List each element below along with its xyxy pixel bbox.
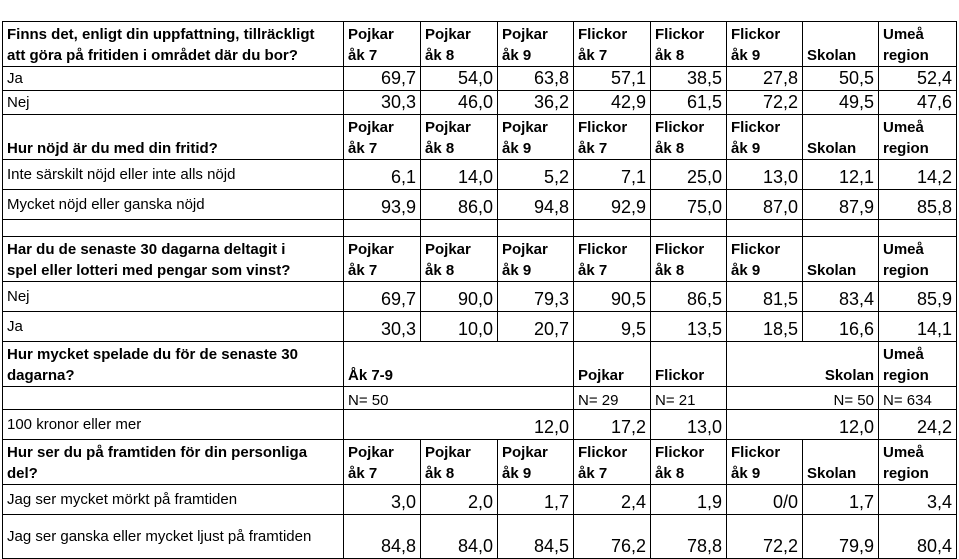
n-cell: N= 50 — [727, 387, 879, 410]
value-cell: 47,6 — [879, 91, 957, 115]
column-header — [879, 22, 957, 67]
header-line: Skolan — [807, 140, 857, 157]
header-line: region — [883, 140, 929, 157]
value-cell: 7,1 — [574, 160, 651, 190]
table-row — [3, 312, 957, 342]
column-header — [421, 237, 498, 282]
value-cell: 54,0 — [421, 67, 498, 91]
spacer-cell — [498, 220, 574, 237]
header-line: åk 8 — [655, 262, 685, 279]
header-line: Umeå — [883, 346, 924, 363]
header-line: åk 8 — [655, 47, 685, 64]
value-cell: 86,0 — [421, 190, 498, 220]
header-line: Umeå — [883, 444, 924, 461]
header-line: region — [883, 367, 929, 384]
column-header — [574, 22, 651, 67]
row-label: Mycket nöjd eller ganska nöjd — [3, 190, 344, 220]
header-line: Flickor — [655, 26, 705, 43]
column-header — [727, 342, 879, 387]
header-line: Pojkar — [502, 444, 548, 461]
value-cell: 20,7 — [498, 312, 574, 342]
row-label: 100 kronor eller mer — [3, 410, 344, 440]
value-cell: 14,0 — [421, 160, 498, 190]
header-line — [348, 344, 569, 365]
header-line: Flickor — [655, 444, 705, 461]
value-cell: 75,0 — [651, 190, 727, 220]
value-cell: 0/0 — [727, 485, 803, 515]
header-line: åk 8 — [425, 140, 455, 157]
spacer-cell — [574, 220, 651, 237]
value-cell: 76,2 — [574, 515, 651, 559]
header-line: Pojkar — [502, 119, 548, 136]
header-line: del? — [7, 465, 38, 482]
header-line: Flickor — [655, 367, 705, 384]
header-line: Flickor — [731, 26, 781, 43]
header-line: åk 9 — [502, 262, 532, 279]
header-line: åk 9 — [731, 47, 761, 64]
value-cell: 72,2 — [727, 515, 803, 559]
header-line: åk 9 — [502, 465, 532, 482]
header-line: dagarna? — [7, 367, 75, 384]
column-header — [498, 22, 574, 67]
header-line: Flickor — [578, 241, 628, 258]
value-cell: 80,4 — [879, 515, 957, 559]
header-line — [655, 344, 722, 365]
column-header — [727, 115, 803, 160]
survey-table — [2, 21, 957, 559]
header-line: Pojkar — [578, 367, 624, 384]
header-line: Hur nöjd är du med din fritid? — [7, 140, 218, 157]
spacer-cell — [879, 220, 957, 237]
spacer-cell — [3, 220, 344, 237]
header-line: Flickor — [578, 119, 628, 136]
header-line: Flickor — [731, 241, 781, 258]
column-header — [344, 115, 421, 160]
n-cell: N= 29 — [574, 387, 651, 410]
value-cell: 2,0 — [421, 485, 498, 515]
value-cell: 38,5 — [651, 67, 727, 91]
column-header — [651, 115, 727, 160]
header-line: Skolan — [807, 262, 857, 279]
value-cell: 72,2 — [727, 91, 803, 115]
header-line: region — [883, 262, 929, 279]
table-row — [3, 282, 957, 312]
header-line: Skolan — [824, 367, 874, 384]
header-line: åk 7 — [348, 140, 378, 157]
section-header-row — [3, 237, 957, 282]
column-header — [651, 342, 727, 387]
value-cell: 12,0 — [727, 410, 879, 440]
header-line: Pojkar — [425, 444, 471, 461]
column-header — [879, 342, 957, 387]
header-line: Pojkar — [348, 444, 394, 461]
value-cell: 79,9 — [803, 515, 879, 559]
row-label: Ja — [3, 67, 344, 91]
section-header-row — [3, 342, 957, 387]
column-header — [344, 237, 421, 282]
header-line: åk 7 — [348, 47, 378, 64]
header-line: Umeå — [883, 241, 924, 258]
row-label: Inte särskilt nöjd eller inte alls nöjd — [3, 160, 344, 190]
header-line: åk 9 — [731, 140, 761, 157]
table-row — [3, 515, 957, 559]
value-cell: 87,9 — [803, 190, 879, 220]
value-cell: 90,0 — [421, 282, 498, 312]
section-header-row — [3, 440, 957, 485]
column-header — [421, 115, 498, 160]
value-cell: 92,9 — [574, 190, 651, 220]
header-line: spel eller lotteri med pengar som vinst? — [7, 262, 291, 279]
value-cell: 83,4 — [803, 282, 879, 312]
value-cell: 18,5 — [727, 312, 803, 342]
header-line: att göra på fritiden i området där du bor? — [7, 47, 298, 64]
column-header — [803, 440, 879, 485]
value-cell: 14,2 — [879, 160, 957, 190]
spacer-cell — [421, 220, 498, 237]
column-header — [574, 115, 651, 160]
table-row — [3, 410, 957, 440]
column-header — [727, 237, 803, 282]
section-title — [3, 440, 344, 485]
header-line: åk 8 — [425, 47, 455, 64]
header-line: Flickor — [731, 444, 781, 461]
header-line: Skolan — [807, 47, 857, 64]
header-line: Skolan — [807, 465, 857, 482]
value-cell: 49,5 — [803, 91, 879, 115]
row-label — [3, 387, 344, 410]
value-cell: 84,5 — [498, 515, 574, 559]
header-line: region — [883, 47, 929, 64]
header-line: Flickor — [655, 119, 705, 136]
spacer-cell — [651, 220, 727, 237]
value-cell: 63,8 — [498, 67, 574, 91]
header-line: Flickor — [731, 119, 781, 136]
header-line — [807, 24, 874, 45]
value-cell: 69,7 — [344, 67, 421, 91]
value-cell: 69,7 — [344, 282, 421, 312]
header-line: åk 8 — [425, 262, 455, 279]
value-cell: 14,1 — [879, 312, 957, 342]
value-cell: 87,0 — [727, 190, 803, 220]
value-cell: 10,0 — [421, 312, 498, 342]
value-cell: 13,0 — [727, 160, 803, 190]
column-header — [574, 440, 651, 485]
header-line: Pojkar — [348, 26, 394, 43]
header-line: Pojkar — [502, 26, 548, 43]
header-line — [807, 117, 874, 138]
value-cell: 27,8 — [727, 67, 803, 91]
section-title — [3, 115, 344, 160]
column-header — [421, 22, 498, 67]
value-cell: 30,3 — [344, 312, 421, 342]
header-line: Pojkar — [502, 241, 548, 258]
header-line: Finns det, enligt din uppfattning, tillräckligt — [7, 26, 315, 43]
column-header — [421, 440, 498, 485]
row-label: Nej — [3, 91, 344, 115]
header-line: Umeå — [883, 119, 924, 136]
value-cell: 13,0 — [651, 410, 727, 440]
value-cell: 85,9 — [879, 282, 957, 312]
spacer-cell — [344, 220, 421, 237]
value-cell: 85,8 — [879, 190, 957, 220]
header-line: Har du de senaste 30 dagarna deltagit i — [7, 241, 286, 258]
table-row — [3, 67, 957, 91]
section-title — [3, 22, 344, 67]
column-header — [651, 237, 727, 282]
header-line: åk 9 — [502, 140, 532, 157]
column-header — [803, 237, 879, 282]
header-line: Pojkar — [425, 241, 471, 258]
header-line: åk 8 — [655, 140, 685, 157]
header-line: Pojkar — [425, 26, 471, 43]
section-title — [3, 342, 344, 387]
value-cell: 1,7 — [498, 485, 574, 515]
value-cell: 42,9 — [574, 91, 651, 115]
value-cell: 36,2 — [498, 91, 574, 115]
value-cell: 3,4 — [879, 485, 957, 515]
header-line — [807, 442, 874, 463]
spacer-cell — [803, 220, 879, 237]
header-line: åk 9 — [731, 465, 761, 482]
section-title — [3, 237, 344, 282]
value-cell: 79,3 — [498, 282, 574, 312]
header-line: region — [883, 465, 929, 482]
header-line: åk 7 — [348, 262, 378, 279]
value-cell: 9,5 — [574, 312, 651, 342]
header-line: åk 7 — [578, 140, 608, 157]
section-header-row — [3, 115, 957, 160]
header-line: åk 7 — [578, 262, 608, 279]
value-cell: 17,2 — [574, 410, 651, 440]
value-cell: 78,8 — [651, 515, 727, 559]
table-row — [3, 91, 957, 115]
column-header — [879, 115, 957, 160]
column-header — [879, 237, 957, 282]
column-header — [344, 440, 421, 485]
header-line: Flickor — [578, 444, 628, 461]
header-line: Flickor — [578, 26, 628, 43]
value-cell: 50,5 — [803, 67, 879, 91]
column-header — [879, 440, 957, 485]
n-cell: N= 50 — [344, 387, 574, 410]
header-line: Pojkar — [348, 241, 394, 258]
header-line: åk 7 — [578, 47, 608, 64]
header-line: Umeå — [883, 26, 924, 43]
value-cell: 6,1 — [344, 160, 421, 190]
table-row — [3, 485, 957, 515]
column-header — [803, 115, 879, 160]
value-cell: 3,0 — [344, 485, 421, 515]
value-cell: 5,2 — [498, 160, 574, 190]
column-header — [344, 342, 574, 387]
value-cell: 81,5 — [727, 282, 803, 312]
value-cell: 1,9 — [651, 485, 727, 515]
value-cell: 13,5 — [651, 312, 727, 342]
value-cell: 90,5 — [574, 282, 651, 312]
column-header — [498, 237, 574, 282]
value-cell: 61,5 — [651, 91, 727, 115]
value-cell: 86,5 — [651, 282, 727, 312]
row-label: Jag ser ganska eller mycket ljust på framtiden — [3, 515, 344, 559]
value-cell: 94,8 — [498, 190, 574, 220]
header-line: Pojkar — [425, 119, 471, 136]
value-cell: 25,0 — [651, 160, 727, 190]
header-line: Pojkar — [348, 119, 394, 136]
value-cell: 84,0 — [421, 515, 498, 559]
value-cell: 93,9 — [344, 190, 421, 220]
column-header — [344, 22, 421, 67]
section-header-row — [3, 22, 957, 67]
value-cell: 12,0 — [344, 410, 574, 440]
table-row — [3, 160, 957, 190]
header-line: åk 8 — [655, 465, 685, 482]
table-row — [3, 190, 957, 220]
value-cell: 84,8 — [344, 515, 421, 559]
value-cell: 57,1 — [574, 67, 651, 91]
value-cell: 52,4 — [879, 67, 957, 91]
header-line: Hur ser du på framtiden för din personliga — [7, 444, 308, 461]
column-header — [651, 22, 727, 67]
header-line: åk 7 — [578, 465, 608, 482]
column-header — [574, 342, 651, 387]
row-label: Ja — [3, 312, 344, 342]
value-cell: 24,2 — [879, 410, 957, 440]
value-cell: 46,0 — [421, 91, 498, 115]
header-line: åk 9 — [502, 47, 532, 64]
header-line — [807, 239, 874, 260]
value-cell: 30,3 — [344, 91, 421, 115]
column-header — [727, 440, 803, 485]
value-cell: 1,7 — [803, 485, 879, 515]
header-line — [578, 344, 646, 365]
value-cell: 12,1 — [803, 160, 879, 190]
n-row — [3, 387, 957, 410]
column-header — [574, 237, 651, 282]
column-header — [498, 440, 574, 485]
n-cell: N= 21 — [651, 387, 727, 410]
n-cell: N= 634 — [879, 387, 957, 410]
row-label: Jag ser mycket mörkt på framtiden — [3, 485, 344, 515]
value-cell: 16,6 — [803, 312, 879, 342]
header-line: åk 9 — [731, 262, 761, 279]
header-line: åk 7 — [348, 465, 378, 482]
header-line: åk 8 — [425, 465, 455, 482]
header-line: Åk 7-9 — [348, 367, 394, 384]
value-cell: 2,4 — [574, 485, 651, 515]
spacer-cell — [727, 220, 803, 237]
row-label: Nej — [3, 282, 344, 312]
header-line — [7, 117, 339, 138]
column-header — [803, 22, 879, 67]
column-header — [651, 440, 727, 485]
header-line: Hur mycket spelade du för de senaste 30 — [7, 346, 298, 363]
column-header — [727, 22, 803, 67]
column-header — [498, 115, 574, 160]
spacer-row — [3, 220, 957, 237]
header-line — [731, 344, 874, 365]
header-line: Flickor — [655, 241, 705, 258]
